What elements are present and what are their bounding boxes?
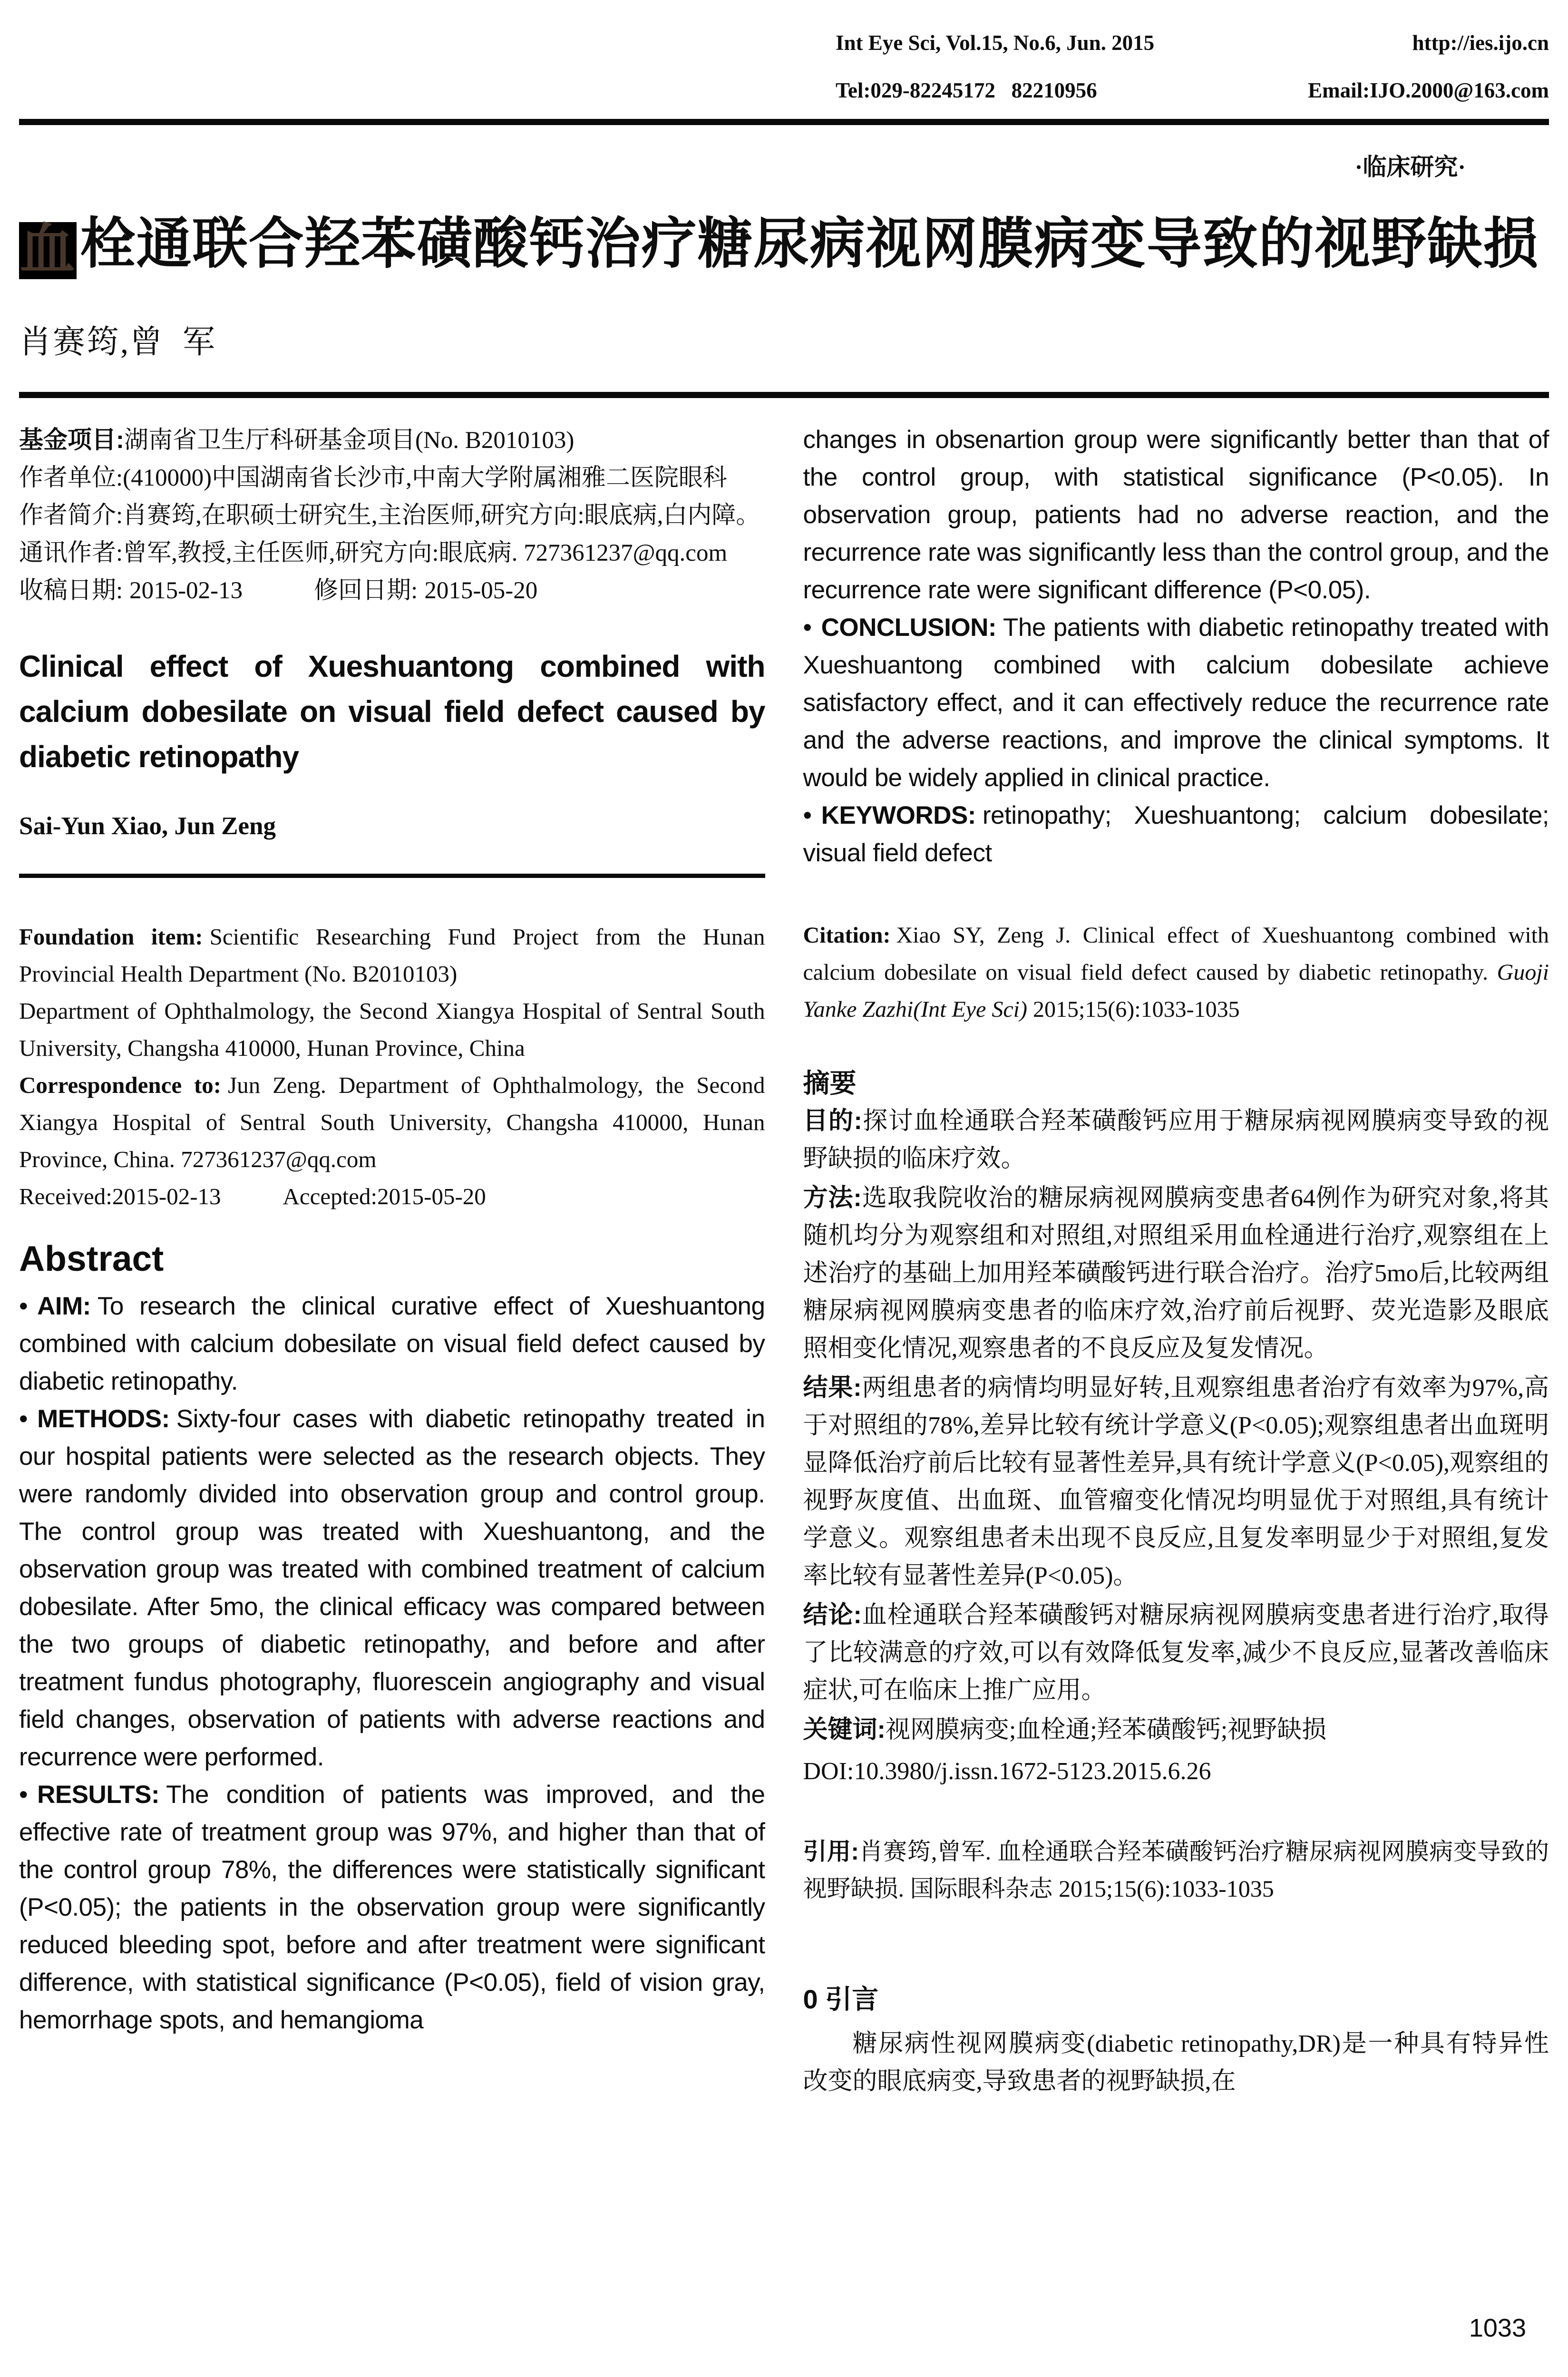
foundation-item-text: Scientific Researching Fund Project from the Hunan Provincial Health Department (No. B2010103) <box>19 924 765 987</box>
keywords-cn-label: 关键词: <box>803 1716 886 1744</box>
affiliation-row-en <box>19 993 765 1067</box>
citation-block <box>803 917 1555 1028</box>
abstract-keywords <box>803 797 1549 872</box>
correspondence-text-en: Jun Zeng. Department of Ophthalmology, the Second Xiangya Hospital of Sentral South University, Changsha 410000, Hunan Province, China. 727361237@qq.com <box>19 1072 765 1172</box>
keywords-label: KEYWORDS: <box>821 801 976 829</box>
conclusion-cn-text: 血栓通联合羟苯磺酸钙对糖尿病视网膜病变患者进行治疗,取得了比较满意的疗效,可以有效降低复发率,减少不良反应,显著改善临床症状,可在临床上推广应用。 <box>803 1602 1549 1704</box>
bullet-icon: • <box>19 1781 28 1809</box>
foundation-item-label: Foundation item: <box>19 924 203 950</box>
keywords-text: retinopathy; Xueshuantong; calcium dobesilate; visual field defect <box>803 801 1549 867</box>
received-date-cn: 2015-02-13 <box>129 577 243 604</box>
received-date-en: Received:2015-02-13 <box>19 1183 221 1209</box>
results-cn <box>803 1369 1549 1595</box>
bullet-icon: • <box>19 1405 28 1433</box>
results-cn-text: 两组患者的病情均明显好转,且观察组患者治疗有效率为97%,高于对照组的78%,差异比较有统计学意义(P<0.05);观察组患者出血斑明显降低治疗前后比较有显著性差异,具有统计学意义(P<0.05),观察组的视野灰度值、出血斑、血管瘤变化情况均明显优于对照组,具有统计学意义。观察组患者未出现不良反应,且复发率明显少于对照组,复发率比较有显著性差异(P<0.05)。 <box>803 1374 1549 1589</box>
journal-header <box>836 19 1549 114</box>
article-title-en: Clinical effect of Xueshuantong combined with calcium dobesilate on visual field defect caused by diabetic retinopathy <box>19 649 765 774</box>
methods-cn <box>803 1179 1549 1367</box>
authors-cn: 肖赛筠,曾 军 <box>19 324 217 360</box>
abstract-aim <box>19 1287 765 1400</box>
journal-url: http://ies.ijo.cn <box>1412 31 1549 55</box>
title-divider-rule <box>19 392 1549 398</box>
results-text: The condition of patients was improved, and the effective rate of treatment group was 97%, and higher than that of the control group 78%, the differences were statistically significant (P<0.05); the patients in the observation group were significantly reduced bleeding spot, before and after treatment were significant difference, with statistical significance (P<0.05), field of vision gray, hemorrhage spots, and hemangioma <box>19 1781 765 2034</box>
introduction-paragraph: 糖尿病性视网膜病变(diabetic retinopathy,DR)是一种具有特异性改变的眼底病变,导致患者的视野缺损,在 <box>803 2030 1549 2095</box>
citation-pages: 2015;15(6):1033-1035 <box>1027 997 1240 1022</box>
article-meta-cn <box>19 421 765 610</box>
aim-label: AIM: <box>37 1292 91 1320</box>
foundation-block <box>19 918 765 1215</box>
left-column <box>19 421 765 2100</box>
citation-journal: Guoji Yanke Zazhi(Int Eye Sci) <box>803 960 1549 1022</box>
methods-cn-text: 选取我院收治的糖尿病视网膜病变患者64例作为研究对象,将其随机均分为观察组和对照组,对照组采用血栓通进行治疗,观察组在上述治疗的基础上加用羟苯磺酸钙进行联合治疗。治疗5mo后,比较两组糖尿病视网膜病变患者的临床疗效,治疗前后视野、荧光造影及眼底照相变化情况,观察患者的不良反应及复发情况。 <box>803 1185 1549 1362</box>
authors-en: Sai-Yun Xiao, Jun Zeng <box>19 812 276 840</box>
abstract-cn-heading: 摘要 <box>803 1068 857 1098</box>
bullet-icon: • <box>803 801 812 829</box>
author-bio-label: 作者简介: <box>19 502 123 529</box>
affiliation-text-cn: (410000)中国湖南省长沙市,中南大学附属湘雅二医院眼科 <box>123 465 727 491</box>
header-line-1 <box>836 19 1549 67</box>
aim-cn <box>803 1102 1549 1178</box>
aim-cn-label: 目的: <box>803 1107 862 1135</box>
author-bio-row <box>19 497 765 535</box>
affiliation-text-en: Department of Ophthalmology, the Second Xiangya Hospital of Sentral South University, Changsha 410000, Hunan Province, China <box>19 998 765 1061</box>
citation-cn-block <box>803 1833 1549 1907</box>
journal-email: Email:IJO.2000@163.com <box>1308 78 1549 102</box>
methods-cn-label: 方法: <box>803 1184 862 1212</box>
methods-text: Sixty-four cases with diabetic retinopathy treated in our hospital patients were selected as the research objects. They were randomly divided into observation group and control group. The control group was treated with Xueshuantong, and the observation group was treated with combined treatment of calcium dobesilate. After 5mo, the clinical efficacy was compared between the two groups of diabetic retinopathy, and before and after treatment fundus photography, fluorescein angiography and visual field changes, observation of patients with adverse reactions and recurrence were performed. <box>19 1405 765 1771</box>
revised-label-cn: 修回日期: <box>314 577 418 604</box>
results-label: RESULTS: <box>37 1781 160 1809</box>
right-column <box>803 421 1555 2100</box>
foundation-item-row <box>19 918 765 993</box>
affiliation-row-cn <box>19 459 765 497</box>
title-text: 栓通联合羟苯磺酸钙治疗糖尿病视网膜病变导致的视野缺损 <box>80 214 1539 275</box>
footnote-rule <box>19 874 765 878</box>
conclusion-text: The patients with diabetic retinopathy treated with Xueshuantong combined with calcium dobesilate achieve satisfactory effect, and it can effectively reduce the recurrence rate and the adverse reactions, and improve the clinical symptoms. It would be widely applied in clinical practice. <box>803 614 1549 792</box>
citation-cn-label: 引用: <box>803 1838 859 1865</box>
keywords-cn <box>803 1711 1549 1749</box>
aim-cn-text: 探讨血栓通联合羟苯磺酸钙应用于糖尿病视网膜病变导致的视野缺损的临床疗效。 <box>803 1108 1549 1172</box>
results-cn-label: 结果: <box>803 1374 862 1402</box>
conclusion-cn-label: 结论: <box>803 1601 862 1629</box>
funding-text: 湖南省卫生厅科研基金项目(No. B2010103) <box>124 427 575 454</box>
dates-row-cn <box>19 572 765 610</box>
introduction-heading: 0 引言 <box>803 1984 879 2014</box>
methods-label: METHODS: <box>37 1405 170 1433</box>
accepted-date-en: Accepted:2015-05-20 <box>282 1183 486 1209</box>
correspondence-row-cn <box>19 535 765 572</box>
funding-label: 基金项目: <box>19 426 124 453</box>
author-bio-text: 肖赛筠,在职硕士研究生,主治医师,研究方向:眼底病,白内障。 <box>123 502 760 529</box>
dates-row-en <box>19 1178 765 1215</box>
article-title-cn <box>19 208 1549 281</box>
abstract-results-continued: changes in obsenartion group were significantly better than that of the control group, with statistical significance (P<0.05). In observation group, patients had no adverse reaction, and the recurrence rate was significantly less than the control group, and the recurrence rate were significant difference (P<0.05). <box>803 426 1549 604</box>
correspondence-text-cn: 曾军,教授,主任医师,研究方向:眼底病. 727361237@qq.com <box>123 540 728 566</box>
abstract-heading: Abstract <box>19 1238 164 1278</box>
abstract-methods <box>19 1400 765 1776</box>
abstract-results <box>19 1776 765 2039</box>
abstract-cn <box>803 1102 1549 1749</box>
received-label-cn: 收稿日期: <box>19 577 123 604</box>
title-dropcap: 血 <box>19 219 76 281</box>
correspondence-label-en: Correspondence to: <box>19 1072 222 1098</box>
journal-tel: Tel:029-82245172 82210956 <box>836 78 1097 102</box>
citation-text: Xiao SY, Zeng J. Clinical effect of Xueshuantong combined with calcium dobesilate on visual field defect caused by diabetic retinopathy. <box>803 923 1555 985</box>
funding-row <box>19 421 765 459</box>
bullet-icon: • <box>19 1292 28 1320</box>
abstract-conclusion <box>803 609 1549 797</box>
affiliation-label-cn: 作者单位: <box>19 465 123 491</box>
header-rule <box>19 119 1549 125</box>
bullet-icon: • <box>803 614 812 642</box>
journal-issue-info: Int Eye Sci, Vol.15, No.6, Jun. 2015 <box>836 31 1155 55</box>
correspondence-label-cn: 通讯作者: <box>19 540 123 566</box>
section-label: ·临床研究· <box>1354 154 1466 180</box>
aim-text: To research the clinical curative effect of Xueshuantong combined with calcium dobesilate on visual field defect caused by diabetic retinopathy. <box>19 1292 765 1395</box>
conclusion-label: CONCLUSION: <box>821 614 996 642</box>
keywords-cn-text: 视网膜病变;血栓通;羟苯磺酸钙;视野缺损 <box>885 1716 1327 1744</box>
citation-cn-text: 肖赛筠,曾军. 血栓通联合羟苯磺酸钙治疗糖尿病视网膜病变导致的视野缺损. 国际眼科杂志 2015;15(6):1033-1035 <box>803 1838 1549 1902</box>
header-line-2 <box>836 67 1549 114</box>
page-number: 1033 <box>1469 2314 1526 2342</box>
revised-date-cn: 2015-05-20 <box>424 577 538 604</box>
correspondence-row-en <box>19 1067 765 1178</box>
two-column-body <box>19 421 1555 2100</box>
doi-line: DOI:10.3980/j.issn.1672-5123.2015.6.26 <box>803 1758 1211 1785</box>
abstract-en <box>19 1287 765 2039</box>
citation-label: Citation: <box>803 923 891 948</box>
conclusion-cn <box>803 1597 1549 1709</box>
